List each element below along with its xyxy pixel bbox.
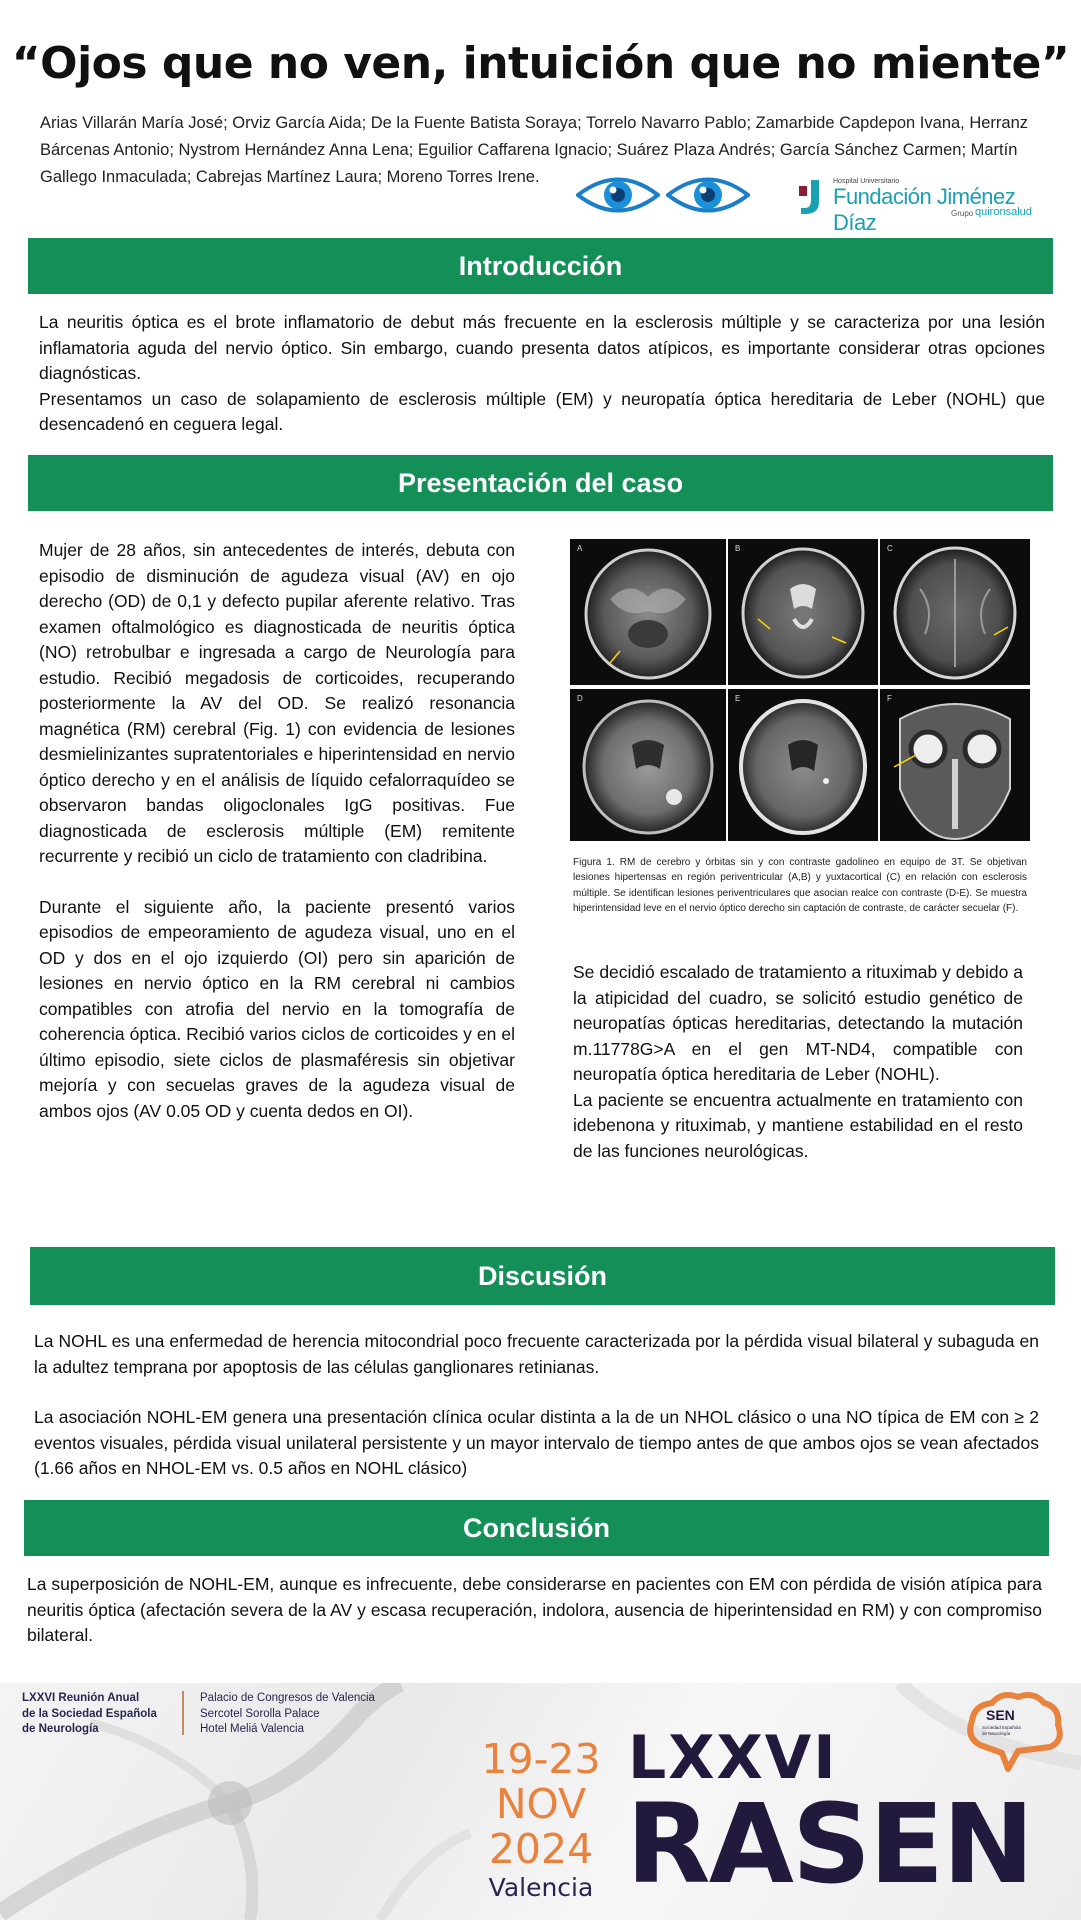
mri-panel-d xyxy=(570,689,726,841)
congress-brand: RASEN xyxy=(626,1780,1033,1908)
fjd-emblem-icon xyxy=(797,178,829,216)
venue-line: Hotel Meliá Valencia xyxy=(200,1723,304,1735)
brain-scan-image xyxy=(880,539,1030,685)
discussion-heading: Discusión xyxy=(30,1247,1055,1305)
meeting-name xyxy=(22,1691,157,1738)
conclusion-heading: Conclusión xyxy=(24,1500,1049,1556)
case-paragraph: Durante el siguiente año, la paciente presentó varios episodios de empeoramiento de agudeza visual, uno en el OD y dos en el ojo izquierdo (OI) pero sin aparición de lesiones en nervio óptico en la RM cerebral ni cambios compatibles con atrofia del nervio en la tomografía de coherencia óptica. Recibió varios ciclos de corticoides y en el último episodio, siete ciclos de plasmaféresis sin objetivar mejoría y con secuelas graves de la agudeza visual de ambos ojos (AV 0.05 OD y cuenta dedos en OI). xyxy=(39,896,515,1121)
case-left-text xyxy=(39,538,515,1124)
case-paragraph: Mujer de 28 años, sin antecedentes de interés, debuta con episodio de disminución de agudeza visual (AV) en ojo derecho (OD) de 0,1 y defecto pupilar aferente relativo. Tras examen oftalmológico es diagnosticada de neuritis óptica (NO) retrobulbar e ingresada a cargo de Neurología para estudio. Recibió megadosis de corticoides, recuperando posteriormente la AV del OD. Se realizó resonancia magnética (RM) cerebral (Fig. 1) con evidencia de lesiones desmielinizantes supratentoriales e hiperintensidad en nervio óptico derecho y en el análisis de líquido cefalorraquídeo se observaron bandas oligoclonales IgG positivas. Fue diagnosticada de esclerosis múltiple (EM) remitente recurrente y recibió un ciclo de tratamiento con cladribina. xyxy=(39,540,515,866)
venue-list xyxy=(200,1691,375,1738)
mri-panel-a xyxy=(570,539,726,685)
poster-title: “Ojos que no ven, intuición que no miente” xyxy=(11,38,1070,89)
case-paragraph: La paciente se encuentra actualmente en tratamiento con idebenona y rituximab, y mantiene estabilidad en el resto de las funciones neurológicas. xyxy=(573,1089,1023,1161)
brain-scan-image xyxy=(570,539,726,685)
logo-small-text: Hospital Universitario xyxy=(833,178,900,185)
logo-main-text: Fundación Jiménez Díaz xyxy=(833,184,1016,235)
congress-dates xyxy=(480,1737,602,1872)
conclusion-paragraph: La superposición de NOHL-EM, aunque es infrecuente, debe considerarse en pacientes con EM con pérdida de visión atípica para neuritis óptica (afectación severa de la AV y escasa recuperación, indolora, ausencia de hiperintensidad en RM) y con compromiso bilateral. xyxy=(27,1574,1042,1645)
discussion-text xyxy=(34,1329,1039,1482)
meeting-line: de Neurología xyxy=(22,1723,99,1735)
eye-icon xyxy=(576,172,660,218)
authors-list: Arias Villarán María José; Orviz García Aida; De la Fuente Batista Soraya; Torrelo Navarro Pablo; Zamarbide Capdepon Ivana, Herranz Bárcenas Antonio; Nystrom Hernández Anna Lena; Eguilior Caffarena Ignacio; Suárez Plaza Andrés; García Sánchez Carmen; Martín Gallego Inmaculada; Cabrejas Martínez Laura; Moreno Torres Irene. xyxy=(40,114,1029,186)
mri-panel-b xyxy=(728,539,878,685)
intro-heading: Introducción xyxy=(28,238,1053,294)
intro-paragraph: Presentamos un caso de solapamiento de esclerosis múltiple (EM) y neuropatía óptica hereditaria de Leber (NOHL) que desencadenó en ceguera legal. xyxy=(39,388,1045,434)
venue-line: Palacio de Congresos de Valencia xyxy=(200,1692,375,1704)
mri-panel-e xyxy=(728,689,878,841)
panel-label: A xyxy=(577,544,583,553)
brain-logo-icon xyxy=(962,1689,1066,1785)
discussion-paragraph: La NOHL es una enfermedad de herencia mitocondrial poco frecuente caracterizada por la pérdida visual bilateral y subaguda en la adultez temprana por apoptosis de las células ganglionares retinianas. xyxy=(34,1331,1039,1377)
panel-label: C xyxy=(887,544,893,553)
eye-icon xyxy=(666,172,750,218)
date-days: 19-23 xyxy=(481,1735,601,1783)
panel-label: E xyxy=(735,694,741,703)
brain-scan-image xyxy=(728,689,878,841)
case-right-text xyxy=(573,960,1023,1164)
panel-label: F xyxy=(887,694,892,703)
congress-banner xyxy=(0,1683,1081,1920)
sen-subtitle xyxy=(982,1725,1021,1736)
discussion-paragraph: La asociación NOHL-EM genera una presentación clínica ocular distinta a la de un NHOL clásico o una NO típica de EM con ≥ 2 eventos visuales, pérdida visual unilateral persistente y un mayor intervalo de tiempo antes de que ambos ojos se vean afectados (1.66 años en NHOL-EM vs. 0.5 años en NOHL clásico) xyxy=(34,1407,1039,1478)
sen-text: SEN xyxy=(986,1707,1015,1723)
brain-scan-image xyxy=(728,539,878,685)
congress-edition: LXXVI xyxy=(628,1723,838,1793)
panel-label: D xyxy=(577,694,583,703)
brain-scan-image xyxy=(570,689,726,841)
date-year: 2024 xyxy=(488,1825,594,1873)
date-month: NOV xyxy=(495,1780,587,1828)
logo-grupo-text: Grupo xyxy=(951,209,974,218)
mri-figure xyxy=(568,537,1032,843)
congress-city: Valencia xyxy=(488,1873,594,1902)
mri-panel-f xyxy=(880,689,1030,841)
meeting-line: de la Sociedad Española xyxy=(22,1707,157,1720)
case-heading: Presentación del caso xyxy=(28,455,1053,511)
intro-paragraph: La neuritis óptica es el brote inflamatorio de debut más frecuente en la esclerosis múltiple y se caracteriza por una lesión inflamatoria aguda del nervio óptico. Sin embargo, cuando presenta datos atípicos, es importante considerar otras opciones diagnósticas. xyxy=(39,312,1045,383)
meeting-line: LXXVI Reunión Anual xyxy=(22,1692,140,1704)
case-paragraph: Se decidió escalado de tratamiento a rituximab y debido a la atipicidad del cuadro, se solicitó estudio genético de neuropatías ópticas hereditarias, detectando la mutación m.11778G>A en el gen MT-ND4, compatible con neuropatía óptica hereditaria de Leber (NOHL). xyxy=(573,962,1023,1084)
orbit-scan-image xyxy=(880,689,1030,841)
logo-quiron-text: quironsalud xyxy=(975,206,1032,218)
footer-divider xyxy=(182,1691,184,1735)
sen-sub-line: de Neurología xyxy=(982,1730,1011,1736)
venue-line: Sercotel Sorolla Palace xyxy=(200,1707,320,1720)
conclusion-text xyxy=(27,1572,1042,1649)
panel-label: B xyxy=(735,544,741,553)
mri-panel-c xyxy=(880,539,1030,685)
hospital-logo xyxy=(797,174,1042,235)
intro-text xyxy=(39,310,1045,438)
sen-sub-line: Sociedad Española xyxy=(982,1725,1021,1730)
figure-caption: Figura 1. RM de cerebro y órbitas sin y con contraste gadolineo en equipo de 3T. Se objetivan lesiones hipertensas en región periventricular (A,B) y yuxtacortical (C) en relación con esclerosis múltiple. Se identifican lesiones periventriculares que asocian realce con contraste (D-E). Se muestra hiperintensidad leve en el nervio óptico derecho sin captación de contraste, de carácter secuelar (F). xyxy=(573,857,1027,914)
sen-logo xyxy=(962,1689,1066,1785)
